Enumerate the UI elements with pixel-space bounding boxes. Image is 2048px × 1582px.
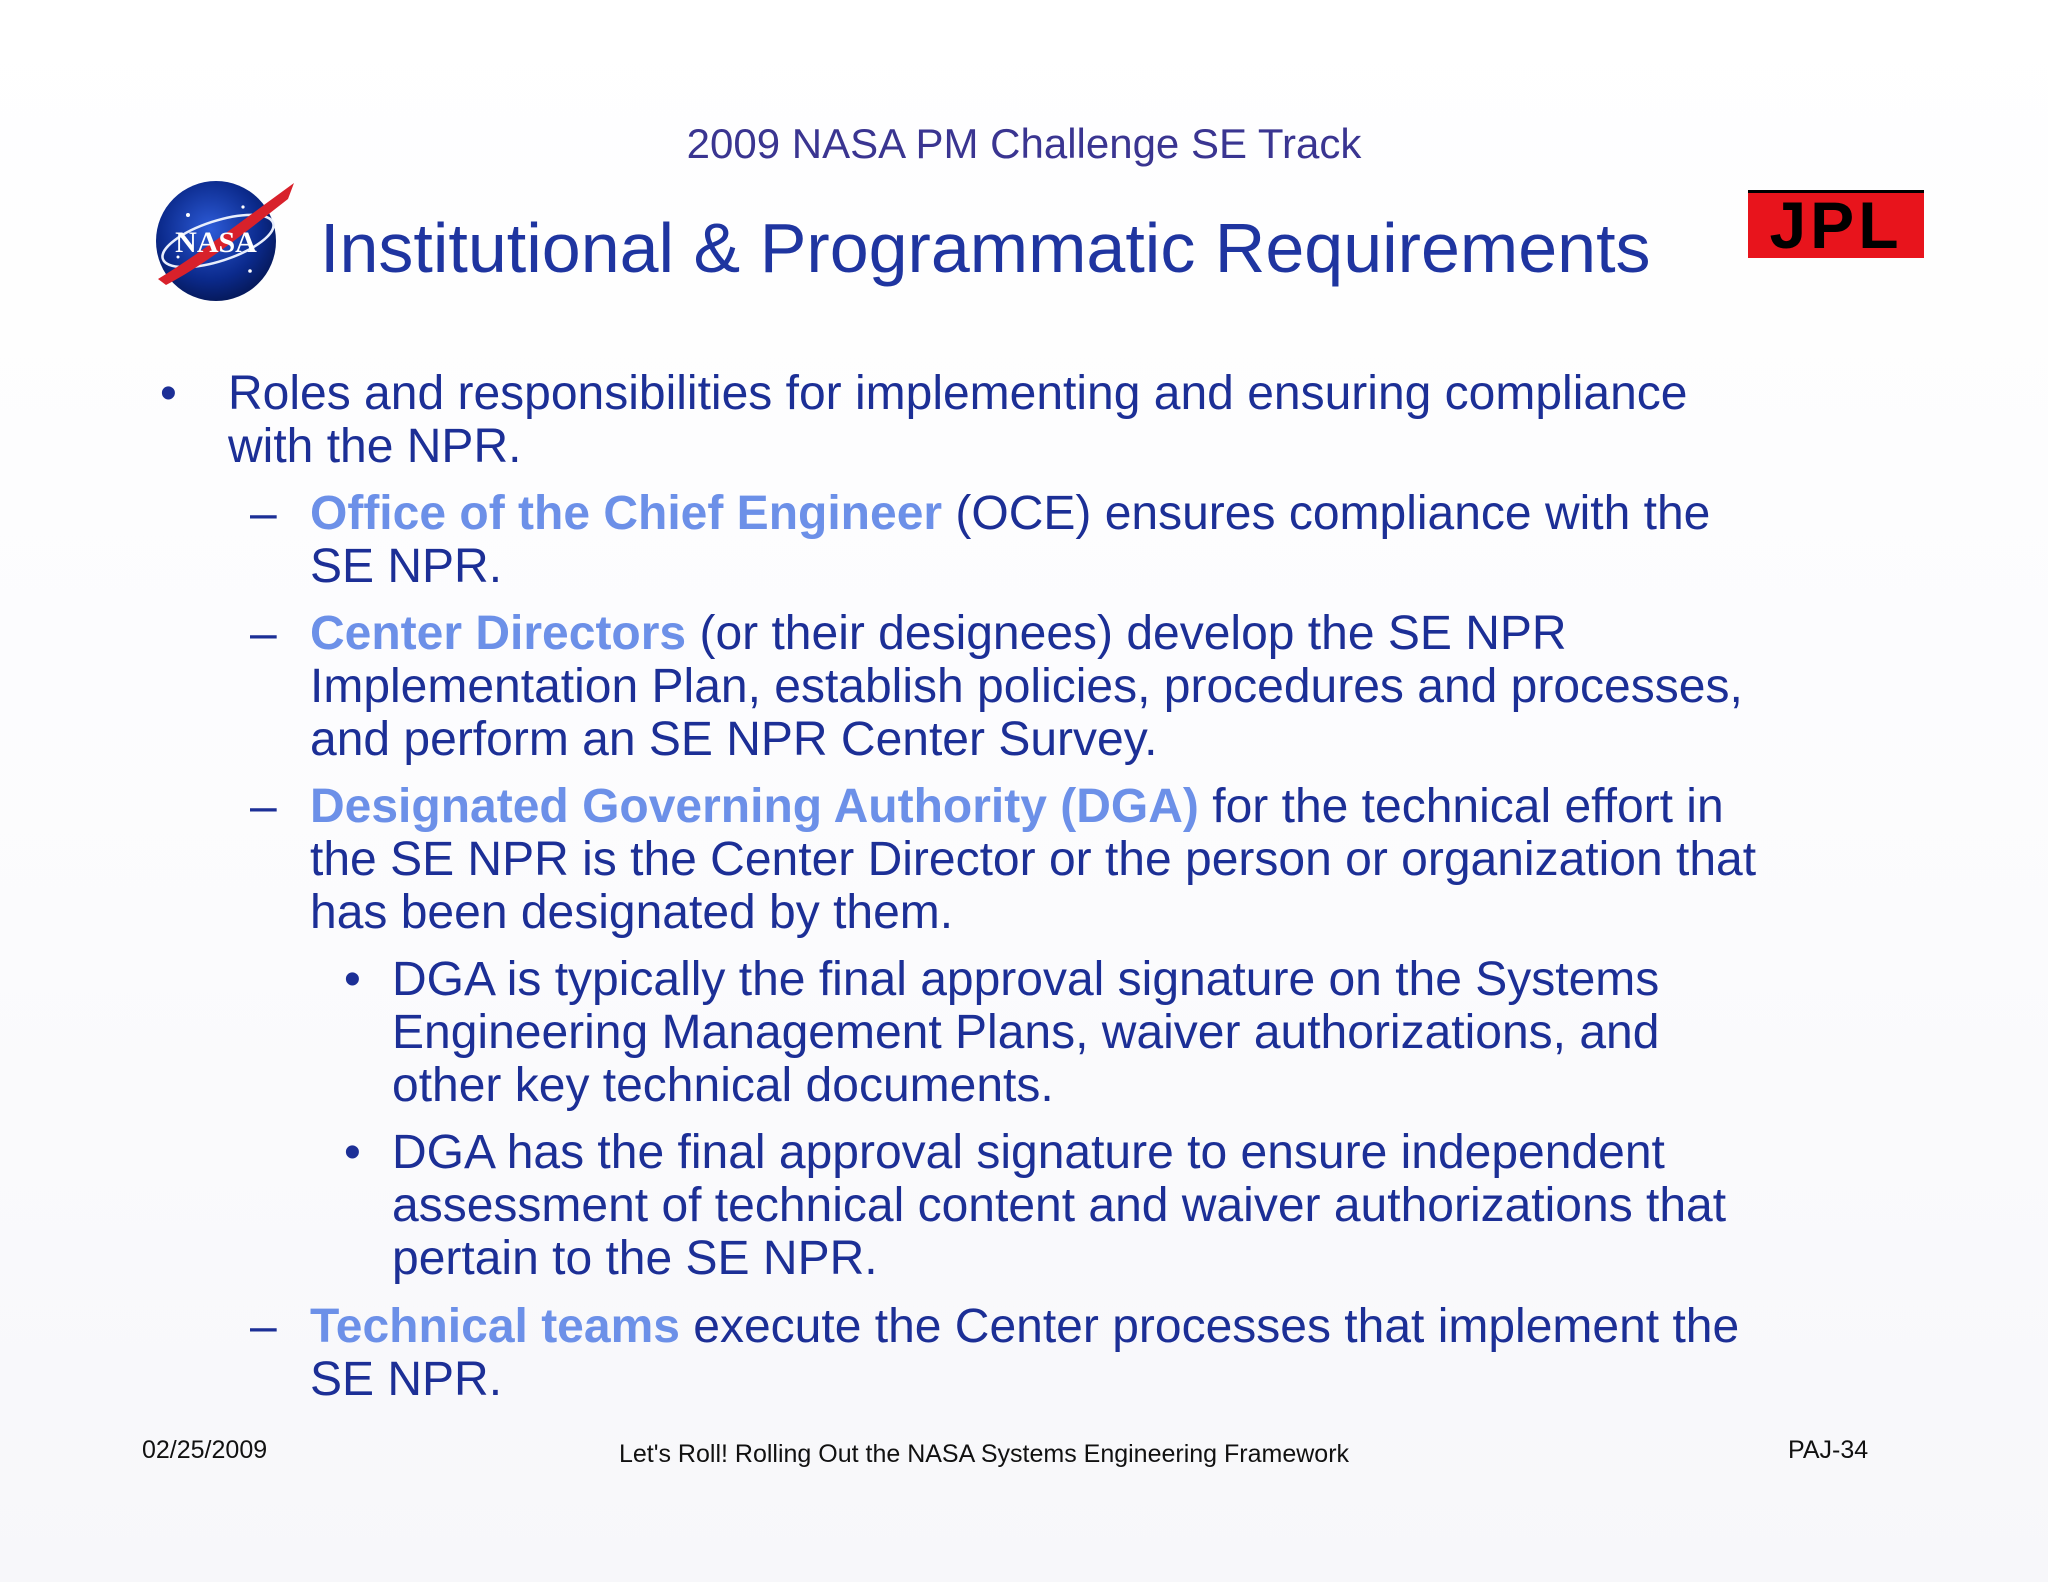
nasa-logo [148,175,298,305]
list-item-center-directors [310,607,1567,661]
dash-marker: – [250,1300,277,1353]
highlight-technical-teams: Technical teams [310,1300,680,1353]
jpl-logo [1748,190,1924,258]
list-item-oce [310,487,1710,541]
list-item-center-directors-line-2: Implementation Plan, establish policies, procedures and processes, [310,660,1743,713]
list-item-center-directors-line-3: and perform an SE NPR Center Survey. [310,713,1158,766]
center-directors-text: (or their designees) develop the SE NPR [686,607,1567,660]
dash-marker: – [250,487,277,540]
sub-bullet-2-line-2: assessment of technical content and waiver authorizations that [392,1179,1727,1232]
technical-teams-text: execute the Center processes that implement the [679,1300,1740,1353]
highlight-dga: Designated Governing Authority (DGA) [310,780,1199,833]
page-title: Institutional & Programmatic Requirements [320,209,1651,287]
nasa-logo-text: NASA [175,226,257,259]
list-item-technical-teams [310,1300,1739,1354]
dga-text: for the technical effort in [1198,780,1724,833]
highlight-oce: Office of the Chief Engineer [310,487,943,540]
dash-marker: – [250,607,277,660]
oce-text: (OCE) ensures compliance with the [942,487,1711,540]
list-item-oce-line-2: SE NPR. [310,540,503,593]
dash-marker: – [250,780,277,833]
sub-bullet-2-line-1: DGA has the final approval signature to ensure independent [392,1126,1665,1179]
sub-bullet-marker: • [344,1126,361,1179]
list-item-dga-line-3: has been designated by them. [310,886,954,939]
main-bullet-marker: • [160,367,177,420]
sub-bullet-1-line-2: Engineering Management Plans, waiver authorizations, and [392,1006,1660,1059]
footer-date: 02/25/2009 [142,1436,268,1464]
list-item-dga [310,780,1724,834]
sub-bullet-marker: • [344,953,361,1006]
footer-page-number: PAJ-34 [1788,1436,1869,1464]
main-bullet-line-2: with the NPR. [228,420,522,473]
sub-bullet-1-line-1: DGA is typically the final approval signature on the Systems [392,953,1660,1006]
sub-bullet-2-line-3: pertain to the SE NPR. [392,1232,878,1285]
highlight-center-directors: Center Directors [310,607,687,660]
main-bullet-line-1: Roles and responsibilities for implementing and ensuring compliance [228,367,1688,420]
jpl-logo-text: JPL [1769,190,1903,258]
list-item-technical-teams-line-2: SE NPR. [310,1353,503,1406]
sub-bullet-1-line-3: other key technical documents. [392,1059,1054,1112]
footer-title: Let's Roll! Rolling Out the NASA Systems Engineering Framework [618,1440,1350,1468]
list-item-dga-line-2: the SE NPR is the Center Director or the person or organization that [310,833,1757,886]
track-header: 2009 NASA PM Challenge SE Track [686,120,1362,167]
